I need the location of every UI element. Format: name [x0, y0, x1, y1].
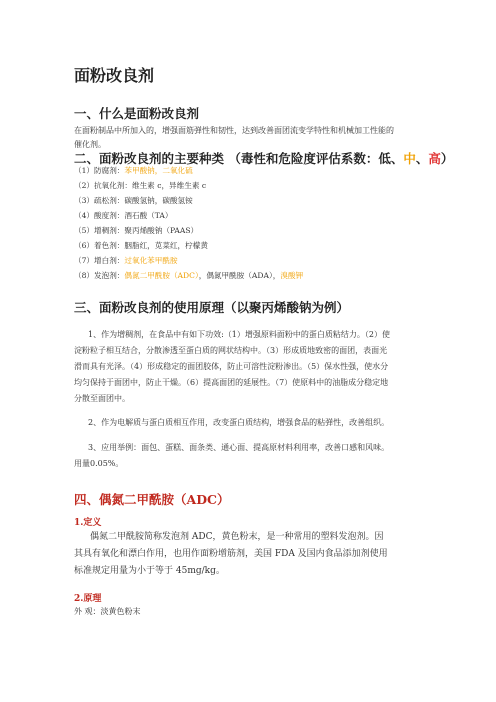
section4-def-line-2: 其具有氧化和漂白作用，也用作面粉增筋剂，美国 FDA 及国内食品添加剂使用 — [74, 549, 388, 559]
item-label: （5）增稠剂： — [74, 226, 125, 235]
item-value: 酒石酸（TA） — [124, 211, 173, 220]
item-value-highlight: 偶氮二甲酰胺（ADC） — [124, 271, 199, 280]
item-label: （1）防腐剂： — [74, 166, 125, 175]
section3-heading: 三、面粉改良剂的使用原理（以聚丙烯酸钠为例） — [74, 300, 350, 315]
section3-p1-line-4: 均匀保持于面团中，防止干燥。（6）提高面团的延展性。（7）使原料中的油脂成分稳定地 — [74, 378, 389, 387]
item-value-highlight: 过氧化苯甲酰胺 — [124, 256, 178, 265]
section3-p1-line-3: 滑而具有光泽。（4）形成稳定的面团胶体，防止可溶性淀粉渗出。（5）保水性强，使水分 — [74, 362, 389, 371]
list-item — [74, 210, 173, 221]
section3-p1-line-5: 分散至面团中。 — [74, 394, 130, 403]
item-label: （8）发泡剂： — [74, 271, 125, 280]
item-value: 胭脂红，苋菜红，柠檬黄 — [124, 241, 208, 250]
item-value-highlight-2: 溴酸钾 — [280, 271, 304, 280]
item-value-highlight: 苯甲酸钠，二氧化硫 — [124, 166, 193, 175]
section3-p2: 2、作为电解质与蛋白质相互作用，改变蛋白质结构，增强食品的粘弹性，改善组织。 — [88, 418, 390, 427]
section3-p1-line-1: 1、作为增稠剂，在食品中有如下功效:（1）增强原料面粉中的蛋白质粘结力。（2）使 — [88, 330, 390, 339]
section1-line-1: 在面粉制品中所加入的，增强面筋弹性和韧性，达到改善面团流变学特性和机械加工性能的 — [74, 126, 394, 135]
section2-heading-mid: 中 — [403, 151, 416, 166]
section3-p3-line-1: 3、应用举例：面包、蛋糕、面条类、通心面、提高原材料利用率，改善口感和风味。 — [88, 443, 390, 452]
section2-heading-sep: 、 — [415, 151, 429, 166]
document-title: 面粉改良剂 — [74, 66, 155, 85]
list-item — [74, 180, 206, 191]
section2-heading-suffix: ） — [440, 151, 454, 166]
section3-p1-line-2: 淀粉粒子相互结合，分散渗透至蛋白质的网状结构中。（3）形成质地致密的面团，表面光 — [74, 346, 388, 355]
item-value: 碳酸氢钠，碳酸氢铵 — [124, 196, 193, 205]
list-item — [74, 195, 193, 206]
item-label: （7）增白剂： — [74, 256, 125, 265]
item-value: ，偶氮甲酰胺（ADA）， — [198, 271, 281, 280]
section4-heading: 四、偶氮二甲酰胺（ADC） — [74, 492, 230, 507]
section4-subheading-principle: 2.原理 — [74, 594, 102, 604]
section1-heading: 一、什么是面粉改良剂 — [74, 106, 200, 121]
item-label: （4）酸度剂： — [74, 211, 125, 220]
list-item — [74, 255, 178, 266]
section1-line-2: 催化剂。 — [74, 140, 106, 149]
list-item — [74, 270, 303, 281]
section4-def-line-3: 标准规定用量为小于等于 45mg/kg。 — [74, 566, 225, 576]
section4-subheading-definition: 1.定义 — [74, 518, 102, 528]
item-value: 聚丙烯酸钠（PAAS） — [124, 226, 199, 235]
section3-p3-line-2: 用量0.05%。 — [74, 459, 124, 468]
item-label: （6）着色剂： — [74, 241, 125, 250]
item-value: 维生素 c，异维生素 c — [132, 181, 207, 190]
list-item — [74, 165, 193, 176]
item-label: （3）疏松剂： — [74, 196, 125, 205]
list-item — [74, 240, 208, 251]
section4-appearance: 外 观：淡黄色粉末 — [74, 607, 141, 616]
item-label: （2）抗氧化剂： — [74, 181, 132, 190]
list-item — [74, 225, 198, 236]
section4-def-line-1: 偶氮二甲酰胺简称发泡剂 ADC，黄色粉末，是一种常用的塑料发泡剂。因 — [90, 532, 384, 542]
section2-heading-prefix: 二、面粉改良剂的主要种类 （毒性和危险度评估系数：低、 — [74, 151, 404, 166]
section2-heading-high: 高 — [428, 151, 441, 166]
